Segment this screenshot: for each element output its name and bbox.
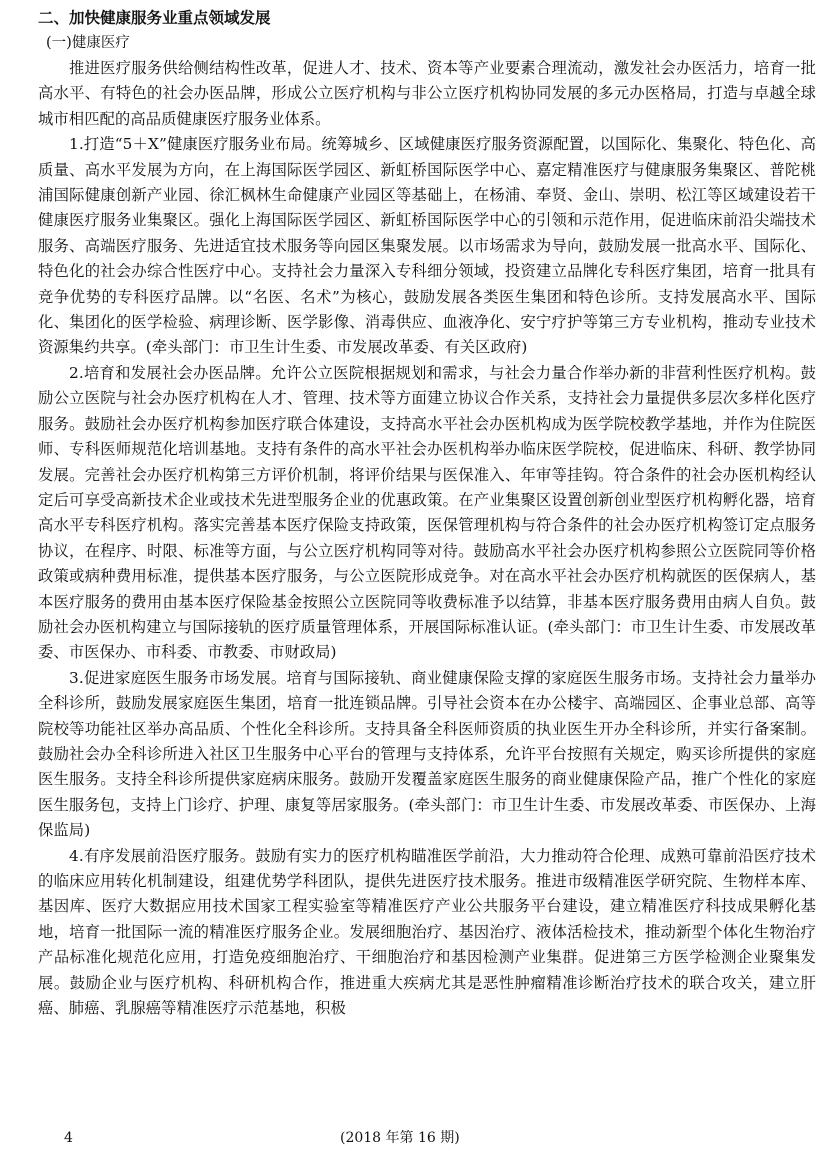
page-number: 4 <box>64 1130 73 1146</box>
paragraph-2: 2.培育和发展社会办医品牌。允许公立医院根据规划和需求，与社会力量合作举办新的非营利性医疗机构。鼓励公立医院与社会办医疗机构在人才、管理、技术等方面建立协议合作关系，支持社会力量提供多层次多样化医疗服务。鼓励社会办医疗机构参加医疗联合体建设，支持高水平社会办医机构成为医学院校教学基地，并作为住院医师、专科医师规范化培训基地。支持有条件的高水平社会办医机构举办临床医学院校，促进临床、科研、教学协同发展。完善社会办医疗机构第三方评价机制，将评价结果与医保准入、年审等挂钩。符合条件的社会办医机构经认定后可享受高新技术企业或技术先进型服务企业的优惠政策。在产业集聚区设置创新创业型医疗机构孵化器，培育高水平专科医疗机构。落实完善基本医疗保险支持政策，医保管理机构与符合条件的社会办医疗机构签订定点服务协议，在程序、时限、标准等方面，与公立医疗机构同等对待。鼓励高水平社会办医疗机构参照公立医院同等价格政策或病种费用标准，提供基本医疗服务，与公立医院形成竞争。对在高水平社会办医疗机构就医的医保病人，基本医疗服务的费用由基本医疗保险基金按照公立医院同等收费标准予以结算，非基本医疗服务费用由病人自负。鼓励社会办医机构建立与国际接轨的医疗质量管理体系，开展国际标准认证。(牵头部门：市卫生计生委、市发展改革委、市医保办、市科委、市教委、市财政局) <box>38 363 816 662</box>
paragraph-3: 3.促进家庭医生服务市场发展。培育与国际接轨、商业健康保险支撑的家庭医生服务市场。支持社会力量举办全科诊所，鼓励发展家庭医生集团，培育一批连锁品牌。引导社会资本在办公楼宇、高端园区、企事业总部、高等院校等功能社区举办高品质、个性化全科诊所。支持具备全科医师资质的执业医生开办全科诊所，并实行备案制。鼓励社会办全科诊所进入社区卫生服务中心平台的管理与支持体系，允许平台按照有关规定，购买诊所提供的家庭医生服务。支持全科诊所提供家庭病床服务。鼓励开发覆盖家庭医生服务的商业健康保险产品，推广个性化的家庭医生服务包，支持上门诊疗、护理、康复等居家服务。(牵头部门：市卫生计生委、市发展改革委、市医保办、上海保监局) <box>38 668 816 840</box>
document-page <box>38 6 816 1021</box>
issue-label: (2018 年第 16 期) <box>340 1130 460 1146</box>
intro-paragraph: 推进医疗服务供给侧结构性改革，促进人才、技术、资本等产业要素合理流动，激发社会办医活力，培育一批高水平、有特色的社会办医品牌，形成公立医疗机构与非公立医疗机构协同发展的多元办医格局，打造与卓越全球城市相匹配的高品质健康医疗服务业体系。 <box>38 59 816 128</box>
subsection-heading: (一)健康医疗 <box>46 35 130 51</box>
section-heading: 二、加快健康服务业重点领域发展 <box>38 9 271 27</box>
paragraph-1: 1.打造“5＋X”健康医疗服务业布局。统筹城乡、区域健康医疗服务资源配置，以国际化、集聚化、特色化、高质量、高水平发展为方向，在上海国际医学园区、新虹桥国际医学中心、嘉定精准医疗与健康服务集聚区、普陀桃浦国际健康创新产业园、徐汇枫林生命健康产业园区等基础上，在杨浦、奉贤、金山、崇明、松江等区域建设若干健康医疗服务业集聚区。强化上海国际医学园区、新虹桥国际医学中心的引领和示范作用，促进临床前沿尖端技术服务、高端医疗服务、先进适宜技术服务等向园区集聚发展。以市场需求为导向，鼓励发展一批高水平、国际化、特色化的社会办综合性医疗中心。支持社会力量深入专科细分领域，投资建立品牌化专科医疗集团，培育一批具有竞争优势的专科医疗品牌。以“名医、名术”为核心，鼓励发展各类医生集团和特色诊所。支持发展高水平、国际化、集团化的医学检验、病理诊断、医学影像、消毒供应、血液净化、安宁疗护等第三方专业机构，推动专业技术资源集约共享。(牵头部门：市卫生计生委、市发展改革委、有关区政府) <box>38 135 816 357</box>
paragraph-4: 4.有序发展前沿医疗服务。鼓励有实力的医疗机构瞄准医学前沿，大力推动符合伦理、成熟可靠前沿医疗技术的临床应用转化机制建设，组建优势学科团队，提供先进医疗技术服务。推进市级精准医学研究院、生物样本库、基因库、医疗大数据应用技术国家工程实验室等精准医疗产业公共服务平台建设，建立精准医疗科技成果孵化基地，培育一批国际一流的精准医疗服务企业。发展细胞治疗、基因治疗、液体活检技术，推动新型个体化生物治疗产品标准化规范化应用，打造免疫细胞治疗、干细胞治疗和基因检测产业集群。促进第三方医学检测企业聚集发展。鼓励企业与医疗机构、科研机构合作，推进重大疾病尤其是恶性肿瘤精准诊断治疗技术的联合攻关，建立肝癌、肺癌、乳腺癌等精准医疗示范基地，积极 <box>38 846 816 1018</box>
